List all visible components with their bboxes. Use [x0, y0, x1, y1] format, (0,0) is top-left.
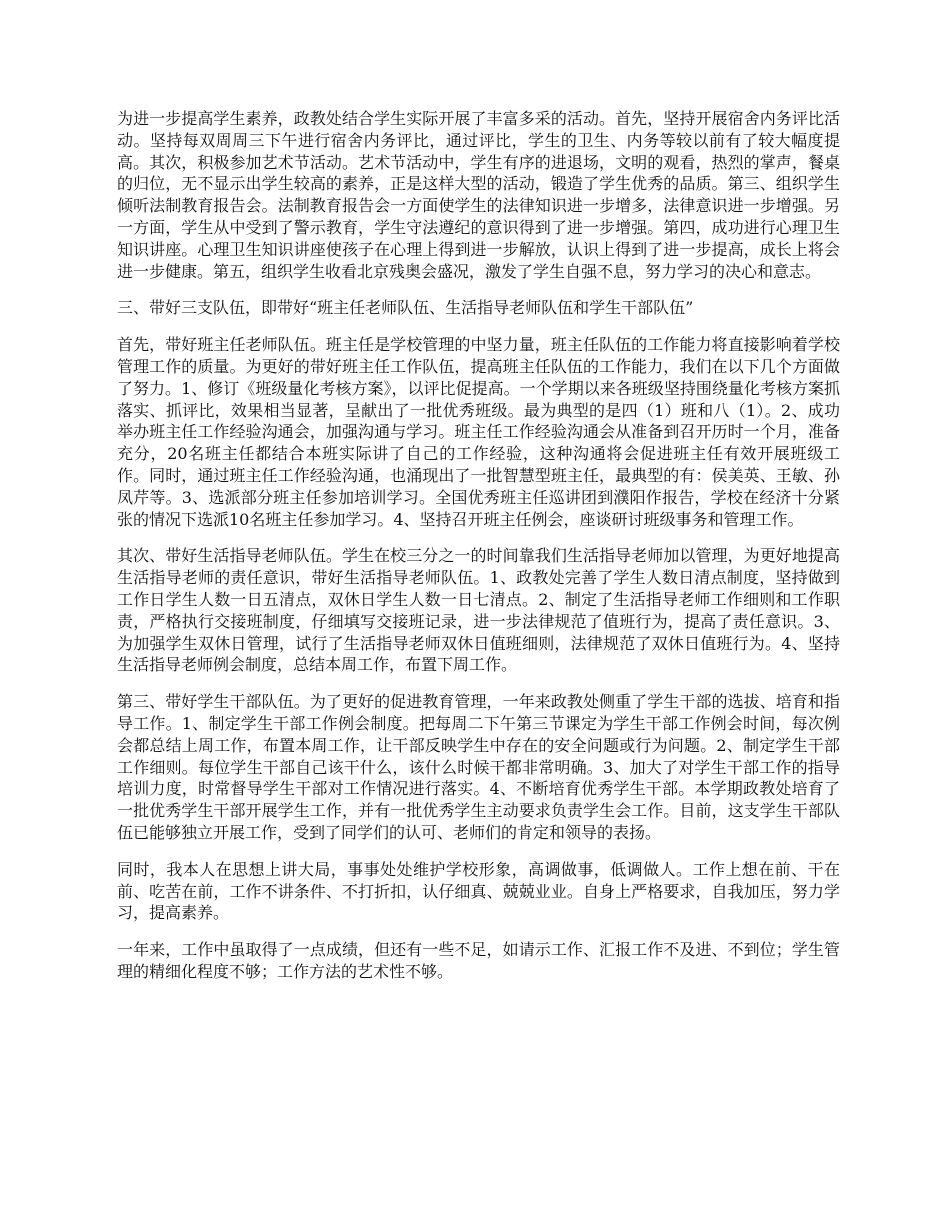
section-heading-three-teams: 三、带好三支队伍，即带好“班主任老师队伍、生活指导老师队伍和学生干部队伍” — [117, 298, 694, 318]
paragraph-head-teachers: 首先，带好班主任老师队伍。班主任是学校管理的中坚力量，班主任队伍的工作能力将直接影响着学校管理工作的质量。为更好的带好班主任工作队伍，提高班主任队伍的工作能力，我们在以下几个方面做了努力。1、修订《班级量化考核方案》，以评比促提高。一个学期以来各班级坚持围绕量化考核方案抓落实、抓评比，效果相当显著，呈献出了一批优秀班级。最为典型的是四（1）班和八（1）。2、成功举办班主任工作经验沟通会，加强沟通与学习。班主任工作经验沟通会从准备到召开历时一个月，准备充分，20名班主任都结合本班实际讲了自己的工作经验，这种沟通将会促进班主任有效开展班级工作。同时，通过班主任工作经验沟通，也涌现出了一批智慧型班主任，最典型的有：侯美英、王敏、孙凤芹等。3、选派部分班主任参加培训学习。全国优秀班主任巡讲团到濮阳作报告，学校在经济十分紧张的情况下选派10名班主任参加学习。4、坚持召开班主任例会，座谈研讨班级事务和管理工作。 — [117, 335, 840, 529]
paragraph-personal-conduct: 同时，我本人在思想上讲大局，事事处处维护学校形象，高调做事，低调做人。工作上想在前、干在前、吃苦在前，工作不讲条件、不打折扣，认仔细真、兢兢业业。自身上严格要求，自我加压，努力学习，提高素养。 — [117, 859, 840, 923]
document-body — [117, 108, 840, 998]
paragraph-shortcomings: 一年来，工作中虽取得了一点成绩，但还有一些不足，如请示工作、汇报工作不及进、不到位；学生管理的精细化程度不够；工作方法的艺术性不够。 — [117, 940, 840, 981]
paragraph-student-activities: 为进一步提高学生素养，政教处结合学生实际开展了丰富多采的活动。首先，坚持开展宿舍内务评比活动。坚持每双周周三下午进行宿舍内务评比，通过评比，学生的卫生、内务等较以前有了较大幅度提高。其次，积极参加艺术节活动。艺术节活动中，学生有序的进退场，文明的观看，热烈的掌声，餐桌的归位，无不显示出学生较高的素养，正是这样大型的活动，锻造了学生优秀的品质。第三、组织学生倾听法制教育报告会。法制教育报告会一方面使学生的法律知识进一步增多，法律意识进一步增强。另一方面，学生从中受到了警示教育，学生守法遵纪的意识得到了进一步增强。第四，成功进行心理卫生知识讲座。心理卫生知识讲座使孩子在心理上得到进一步解放，认识上得到了进一步提高，成长上将会进一步健康。第五，组织学生收看北京残奥会盛况，激发了学生自强不息，努力学习的决心和意志。 — [117, 109, 840, 281]
paragraph-life-guidance-teachers: 其次、带好生活指导老师队伍。学生在校三分之一的时间靠我们生活指导老师加以管理，为更好地提高生活指导老师的责任意识，带好生活指导老师队伍。1、政教处完善了学生人数日清点制度，坚持做到工作日学生人数一日五清点，双休日学生人数一日七清点。2、制定了生活指导老师工作细则和工作职责，严格执行交接班制度，仔细填写交接班记录，进一步法律规范了值班行为，提高了责任意识。3、为加强学生双休日管理，试行了生活指导老师双休日值班细则，法律规范了双休日值班行为。4、坚持生活指导老师例会制度，总结本周工作，布置下周工作。 — [117, 546, 840, 675]
paragraph-student-cadres: 第三、带好学生干部队伍。为了更好的促进教育管理，一年来政教处侧重了学生干部的选拔、培育和指导工作。1、制定学生干部工作例会制度。把每周二下午第三节课定为学生干部工作例会时间，每次例会都总结上周工作，布置本周工作，让干部反映学生中存在的安全问题或行为问题。2、制定学生干部工作细则。每位学生干部自己该干什么，该什么时候干都非常明确。3、加大了对学生干部工作的指导培训力度，时常督导学生干部对工作情况进行落实。4、不断培育优秀学生干部。本学期政教处培育了一批优秀学生干部开展学生工作，并有一批优秀学生主动要求负责学生会工作。目前，这支学生干部队伍已能够独立开展工作，受到了同学们的认可、老师们的肯定和领导的表扬。 — [117, 692, 840, 842]
